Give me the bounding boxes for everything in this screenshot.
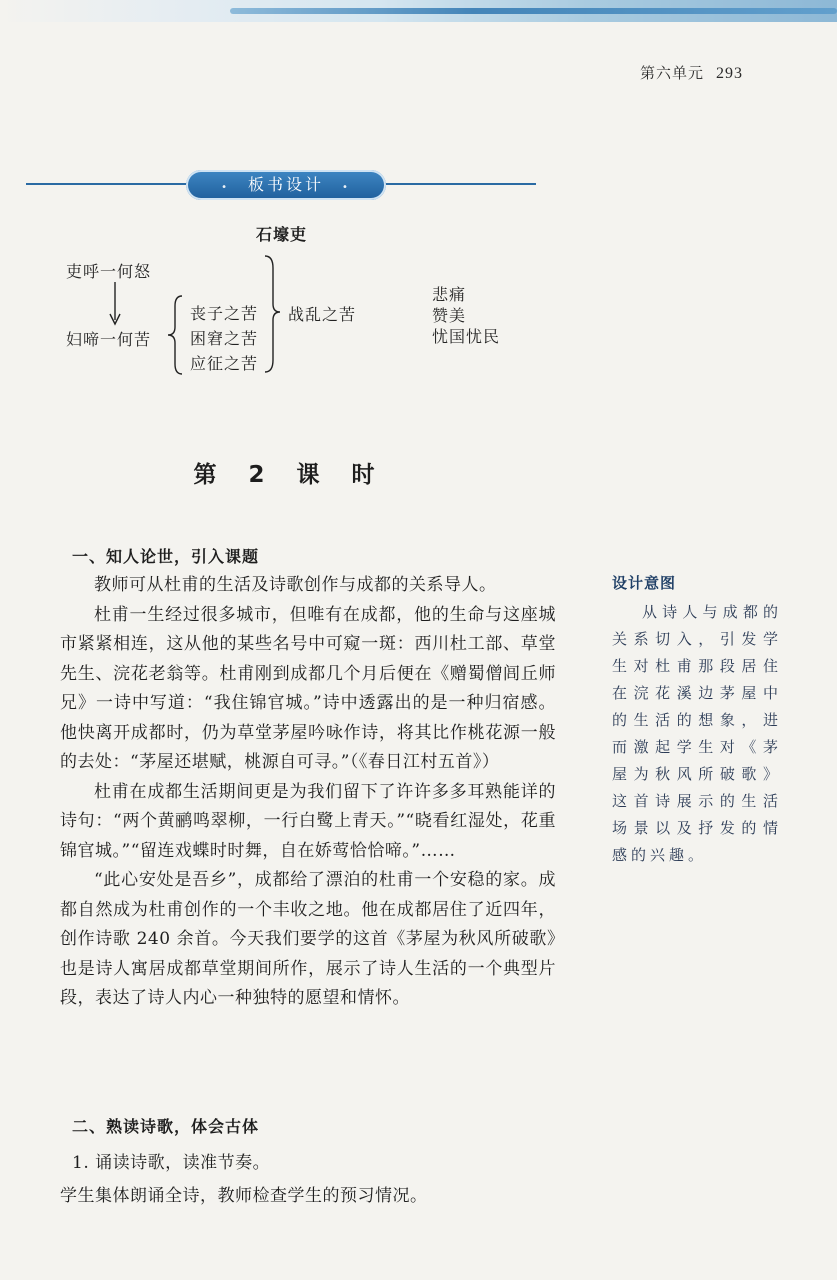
paragraph: “此心安处是吾乡”，成都给了漂泊的杜甫一个安稳的家。成都自然成为杜甫创作的一个丰收之地。他在成都居住了近四年，创作诗歌 240 余首。今天我们要学的这首《茅屋为秋风所破歌》也是诗人寓居成都草堂期间所作，展示了诗人生活的一个典型片段，表达了诗人内心一种独特的愿望和情怀。	[60, 870, 556, 1008]
paragraph: 杜甫一生经过很多城市，但唯有在成都，他的生命与这座城市紧紧相连，这从他的某些名号中可窥一斑：西川杜工部、草堂先生、浣花老翁等。杜甫刚到成都几个月后便在《赠蜀僧闾丘师兄》一诗中写道：“我住锦官城。”诗中透露出的是一种归宿感。他快离开成都时，仍为草堂茅屋吟咏作诗，将其比作桃花源一般的去处：“茅屋还堪赋，桃源自可寻。”（《春日江村五首》）	[60, 604, 556, 772]
banner-line-right	[384, 183, 536, 185]
board-left-bottom: 妇啼一何苦	[66, 330, 152, 349]
board-middle: 战乱之苦	[288, 305, 357, 324]
unit-label: 第六单元	[640, 64, 705, 82]
board-right-1: 悲痛	[432, 285, 467, 304]
right-brace-icon	[262, 254, 282, 374]
design-intent-sidebar	[612, 572, 782, 869]
left-brace-icon	[166, 294, 186, 376]
board-left-top: 吏呼一何怒	[66, 262, 152, 281]
board-right-3: 忧国忧民	[432, 327, 501, 346]
banner-line-left	[26, 183, 188, 185]
top-decor-stripe	[230, 8, 837, 14]
section-2-item-1: 1. 诵读诗歌，读准节奏。	[72, 1153, 271, 1173]
down-arrow-icon	[108, 282, 122, 326]
paragraph: 教师可从杜甫的生活及诗歌创作与成都的关系导人。	[94, 575, 497, 595]
page-number: 293	[716, 65, 744, 82]
suffering-1: 丧子之苦	[190, 304, 259, 323]
suffering-3: 应征之苦	[190, 354, 259, 373]
section-2-heading: 二、熟读诗歌，体会古体	[72, 1117, 260, 1136]
board-right-2: 赞美	[432, 306, 467, 325]
paragraph: 杜甫在成都生活期间更是为我们留下了许许多多耳熟能详的诗句：“两个黄鹂鸣翠柳，一行白鹭上青天。”“晓看红湿处，花重锦官城。”“留连戏蝶时时舞，自在娇莺恰恰啼。”……	[60, 781, 556, 861]
sidebar-body: 从诗人与成都的关系切入，引发学生对杜甫那段居住在浣花溪边茅屋中的生活的想象，进而激起学生对《茅屋为秋风所破歌》这首诗展示的生活场景以及抒发的情感的兴趣。	[612, 603, 782, 864]
suffering-2: 困窘之苦	[190, 329, 259, 348]
bullet-icon: •	[221, 182, 230, 193]
section-1-heading: 一、知人论世，引入课题	[72, 547, 260, 566]
running-head	[640, 62, 743, 83]
board-design-badge	[186, 170, 386, 200]
bullet-icon: •	[342, 182, 351, 193]
board-title: 石壕吏	[256, 225, 308, 244]
board-design-label: 板书设计	[247, 175, 324, 194]
lesson-title: 第 2 课 时	[193, 462, 387, 488]
section-1-body	[60, 571, 556, 1014]
section-2-item-1-text: 学生集体朗诵全诗，教师检查学生的预习情况。	[60, 1186, 428, 1206]
sidebar-title: 设计意图	[612, 574, 677, 592]
